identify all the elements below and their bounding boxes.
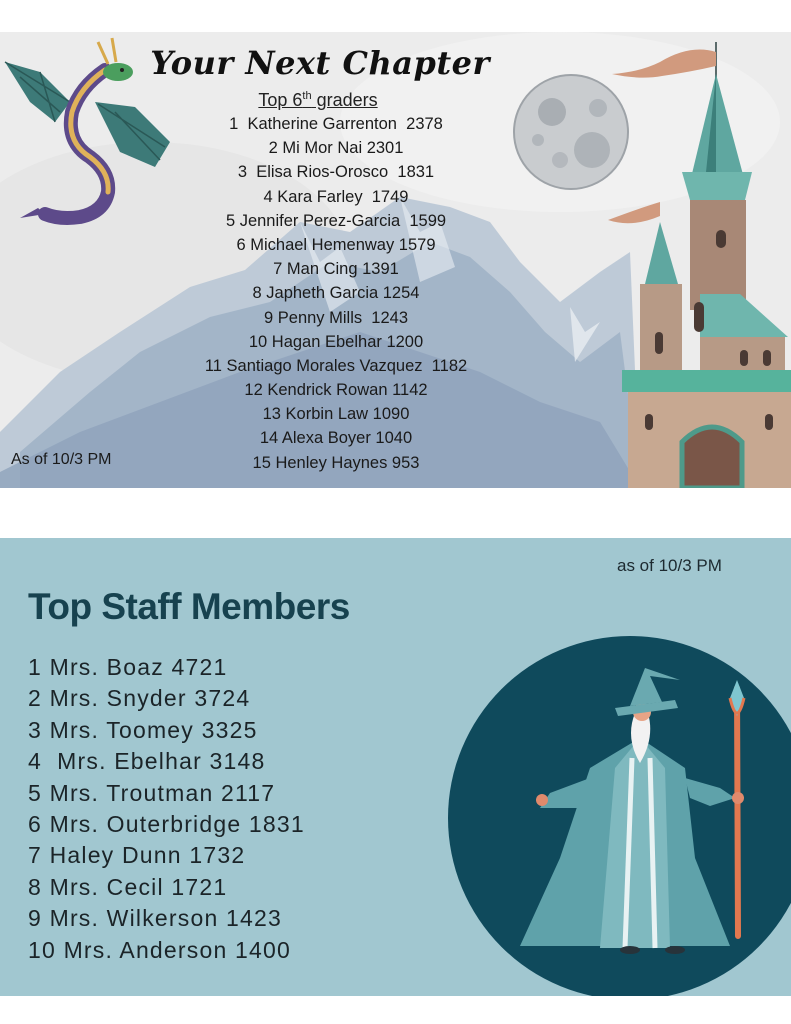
chapter-title: Your Next Chapter	[150, 44, 490, 82]
as-of-timestamp: as of 10/3 PM	[617, 556, 722, 575]
sixth-grade-subtitle: Top 6th graders	[258, 90, 378, 110]
list-item: 4 Kara Farley 1749	[263, 187, 409, 206]
list-item: 12 Kendrick Rowan 1142	[244, 381, 428, 400]
list-item: 11 Santiago Morales Vazquez 1182	[204, 356, 468, 375]
list-item: 4 Mrs. Ebelhar 3148	[28, 748, 266, 775]
staff-leaderboard-card	[0, 538, 791, 996]
list-item: 1 Katherine Garrenton 2378	[229, 115, 443, 133]
list-item: 10 Hagan Ebelhar 1200	[248, 332, 424, 351]
list-item: 9 Penny Mills 1243	[264, 308, 408, 327]
list-item: 3 Mrs. Toomey 3325	[28, 716, 258, 743]
staff-leader-list	[28, 652, 305, 966]
list-item: 6 Mrs. Outerbridge 1831	[28, 810, 305, 837]
list-item: 3 Elisa Rios-Orosco 1831	[237, 163, 435, 182]
list-item: 5 Jennifer Perez-Garcia 1599	[225, 211, 447, 230]
list-item: 5 Mrs. Troutman 2117	[28, 779, 276, 806]
list-item: 7 Haley Dunn 1732	[28, 842, 246, 869]
list-item: 6 Michael Hemenway 1579	[236, 235, 436, 254]
list-item: 15 Henley Haynes 953	[252, 453, 420, 472]
list-item: 8 Mrs. Cecil 1721	[28, 873, 228, 900]
sixth-grade-leader-list	[0, 112, 672, 475]
wizard-illustration	[440, 628, 791, 996]
list-item: 7 Man Cing 1391	[273, 260, 399, 279]
list-item: 2 Mrs. Snyder 3724	[28, 685, 251, 712]
staff-title: Top Staff Members	[28, 586, 350, 627]
sixth-grade-leaderboard-card	[0, 32, 791, 488]
list-item: 13 Korbin Law 1090	[262, 405, 410, 424]
as-of-timestamp: As of 10/3 PM	[11, 451, 112, 468]
list-item: 1 Mrs. Boaz 4721	[28, 654, 228, 680]
list-item: 2 Mi Mor Nai 2301	[268, 139, 404, 158]
list-item: 14 Alexa Boyer 1040	[259, 429, 413, 448]
list-item: 10 Mrs. Anderson 1400	[28, 936, 292, 963]
list-item: 8 Japheth Garcia 1254	[252, 284, 420, 303]
list-item: 9 Mrs. Wilkerson 1423	[28, 905, 282, 932]
